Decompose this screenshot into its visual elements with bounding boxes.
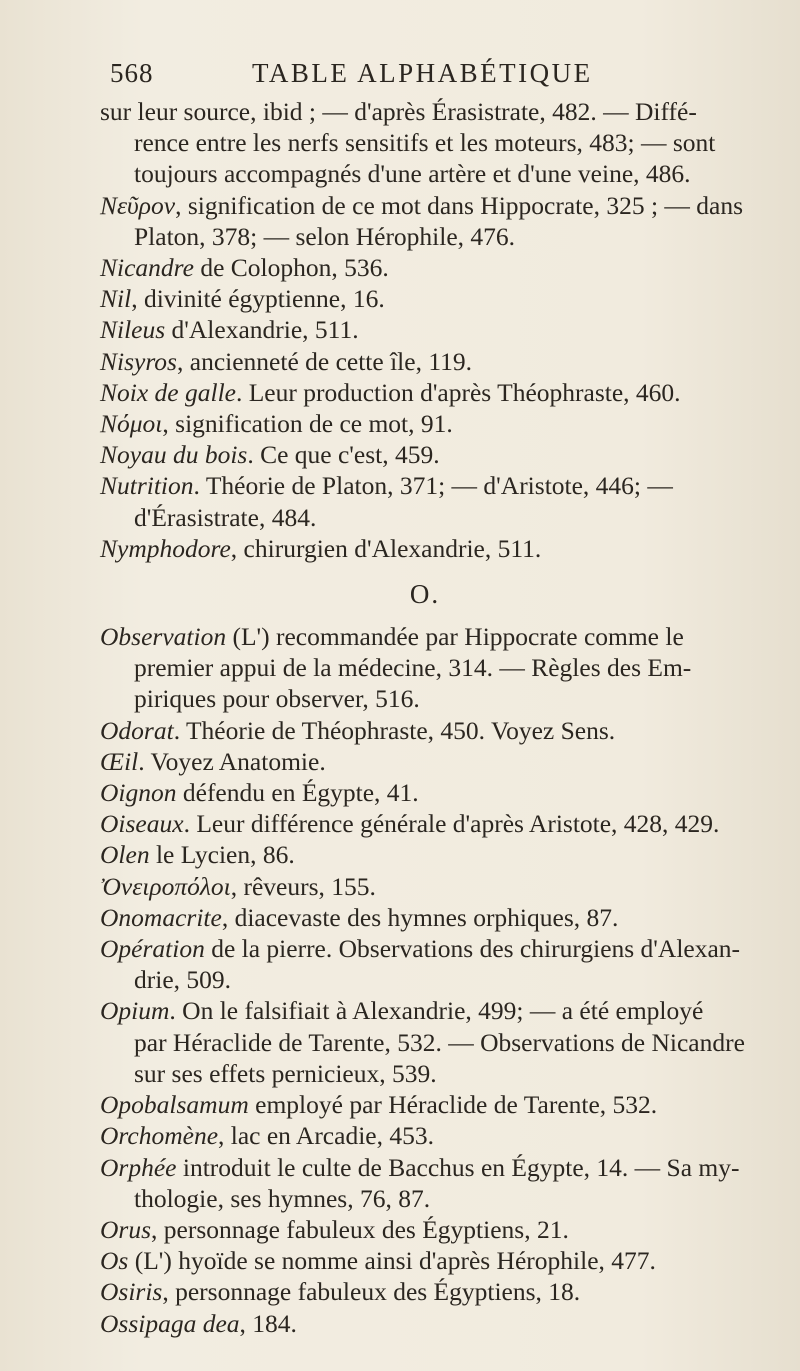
- entry-continuation: premier appui de la médecine, 314. — Règles des Em-: [134, 653, 692, 683]
- entry-headword: Nisyros: [100, 346, 177, 376]
- entry-text: , ancienneté de cette île, 119.: [177, 346, 472, 376]
- entry-continuation: sur ses effets pernicieux, 539.: [134, 1058, 437, 1088]
- entry-headword: Odorat: [100, 715, 174, 745]
- index-entry: [100, 1152, 750, 1183]
- entry-text: , personnage fabuleux des Égyptiens, 18.: [162, 1277, 581, 1307]
- index-entry: [100, 1308, 750, 1339]
- entry-text: . Théorie de Platon, 371; — d'Aristote, 446; —: [193, 471, 673, 501]
- index-entry: [100, 902, 750, 933]
- entry-headword: Orchomène: [100, 1121, 219, 1151]
- index-entry: [100, 621, 750, 652]
- entry-headword: Ὀνειροπόλοι: [100, 871, 231, 901]
- index-entry: [100, 839, 750, 870]
- entry-continuation: thologie, ses hymnes, 76, 87.: [134, 1183, 431, 1213]
- entry-headword: Noix de galle: [100, 377, 236, 407]
- index-body: [100, 96, 750, 1339]
- entry-text: . Théorie de Théophraste, 450. Voyez Sens.: [173, 715, 616, 745]
- entry-headword: Opération: [100, 934, 205, 964]
- entry-continuation: par Héraclide de Tarente, 532. — Observations de Nicandre: [134, 1027, 745, 1057]
- entry-headword: Νεῦρον: [100, 190, 176, 220]
- entry-text: , divinité égyptienne, 16.: [131, 284, 385, 314]
- entry-text: . Ce que c'est, 459.: [247, 440, 440, 470]
- entry-headword: Noyau du bois: [100, 440, 248, 470]
- index-entry: [100, 1089, 750, 1120]
- entry-text: introduit le culte de Bacchus en Égypte, 14. — Sa my-: [176, 1152, 740, 1182]
- letter-divider: O.: [409, 579, 441, 610]
- entry-text: , chirurgien d'Alexandrie, 511.: [230, 533, 542, 563]
- entry-headword: Orphée: [100, 1152, 177, 1182]
- index-entry: [100, 314, 750, 345]
- entry-headword: Orus: [100, 1214, 152, 1244]
- index-entry: [100, 1276, 750, 1307]
- continued-entry: [100, 96, 750, 190]
- entry-text: , rêveurs, 155.: [230, 871, 376, 901]
- entry-headword: Onomacrite: [100, 902, 222, 932]
- index-entry: [100, 533, 750, 564]
- page-number: 568: [110, 58, 154, 88]
- page-header: [110, 58, 730, 94]
- index-entry: [100, 808, 750, 839]
- entry-text: (L') hyoïde se nomme ainsi d'après Hérophile, 477.: [128, 1246, 656, 1276]
- entry-text: , 184.: [239, 1308, 297, 1338]
- index-entry: [100, 746, 750, 777]
- index-entry: [100, 1245, 750, 1276]
- entry-headword: Oiseaux: [100, 809, 184, 839]
- index-entry: [100, 283, 750, 314]
- index-entry: [100, 252, 750, 283]
- entry-headword: Œil: [100, 746, 139, 776]
- entry-headword: Nicandre: [100, 253, 194, 283]
- running-title: TABLE ALPHABÉTIQUE: [252, 58, 593, 88]
- index-entry: [100, 871, 750, 902]
- entry-headword: Nil: [100, 284, 132, 314]
- index-entry: [100, 1120, 750, 1151]
- continuation-line: sur leur source, ibid ; — d'après Érasistrate, 482. — Diffé-: [100, 97, 697, 126]
- entry-text: . Leur production d'après Théophraste, 460.: [235, 377, 681, 407]
- index-entry: [100, 439, 750, 470]
- entry-text: , diacevaste des hymnes orphiques, 87.: [221, 902, 619, 932]
- entry-headword: Opium: [100, 996, 170, 1026]
- entries-letter-o: [100, 621, 750, 1339]
- entries-letter-n: [100, 190, 750, 564]
- entry-text: de Colophon, 536.: [193, 253, 389, 283]
- entry-text: défendu en Égypte, 41.: [176, 778, 419, 808]
- entry-text: , signification de ce mot, 91.: [162, 409, 453, 439]
- entry-headword: Os: [100, 1246, 129, 1276]
- entry-text: , lac en Arcadie, 453.: [218, 1121, 434, 1151]
- entry-text: . On le falsifiait à Alexandrie, 499; — a été employé: [169, 996, 704, 1026]
- index-entry: [100, 408, 750, 439]
- index-entry: [100, 715, 750, 746]
- entry-text: . Leur différence générale d'après Aristote, 428, 429.: [183, 809, 720, 839]
- entry-text: , signification de ce mot dans Hippocrate, 325 ; — dans: [175, 190, 744, 220]
- entry-text: le Lycien, 86.: [149, 840, 295, 870]
- continuation-line: toujours accompagnés d'une artère et d'une veine, 486.: [134, 159, 691, 189]
- entry-text: employé par Héraclide de Tarente, 532.: [248, 1090, 658, 1120]
- entry-continuation: d'Érasistrate, 484.: [134, 502, 317, 532]
- entry-text: d'Alexandrie, 511.: [165, 315, 359, 345]
- entry-text: (L') recommandée par Hippocrate comme le: [226, 622, 684, 652]
- entry-text: de la pierre. Observations des chirurgiens d'Alexan-: [204, 934, 741, 964]
- entry-continuation: piriques pour observer, 516.: [134, 684, 420, 714]
- entry-text: . Voyez Anatomie.: [138, 746, 326, 776]
- entry-headword: Νόμοι: [100, 409, 163, 439]
- index-entry: [100, 377, 750, 408]
- entry-headword: Nutrition: [100, 471, 194, 501]
- entry-continuation: drie, 509.: [134, 965, 232, 995]
- entry-headword: Olen: [100, 840, 150, 870]
- continuation-line: rence entre les nerfs sensitifs et les moteurs, 483; — sont: [134, 128, 716, 158]
- entry-headword: Ossipaga dea: [100, 1308, 240, 1338]
- entry-headword: Osiris: [100, 1277, 163, 1307]
- entry-headword: Observation: [100, 622, 227, 652]
- entry-headword: Nileus: [100, 315, 166, 345]
- index-entry: [100, 933, 750, 964]
- index-entry: [100, 470, 750, 501]
- entry-text: , personnage fabuleux des Égyptiens, 21.: [151, 1214, 569, 1244]
- index-entry: [100, 777, 750, 808]
- entry-headword: Nymphodore: [100, 533, 231, 563]
- entry-headword: Opobalsamum: [100, 1090, 249, 1120]
- index-entry: [100, 995, 750, 1026]
- index-entry: [100, 346, 750, 377]
- index-entry: [100, 190, 750, 221]
- entry-headword: Oignon: [100, 778, 177, 808]
- index-entry: [100, 1214, 750, 1245]
- entry-continuation: Platon, 378; — selon Hérophile, 476.: [134, 221, 516, 251]
